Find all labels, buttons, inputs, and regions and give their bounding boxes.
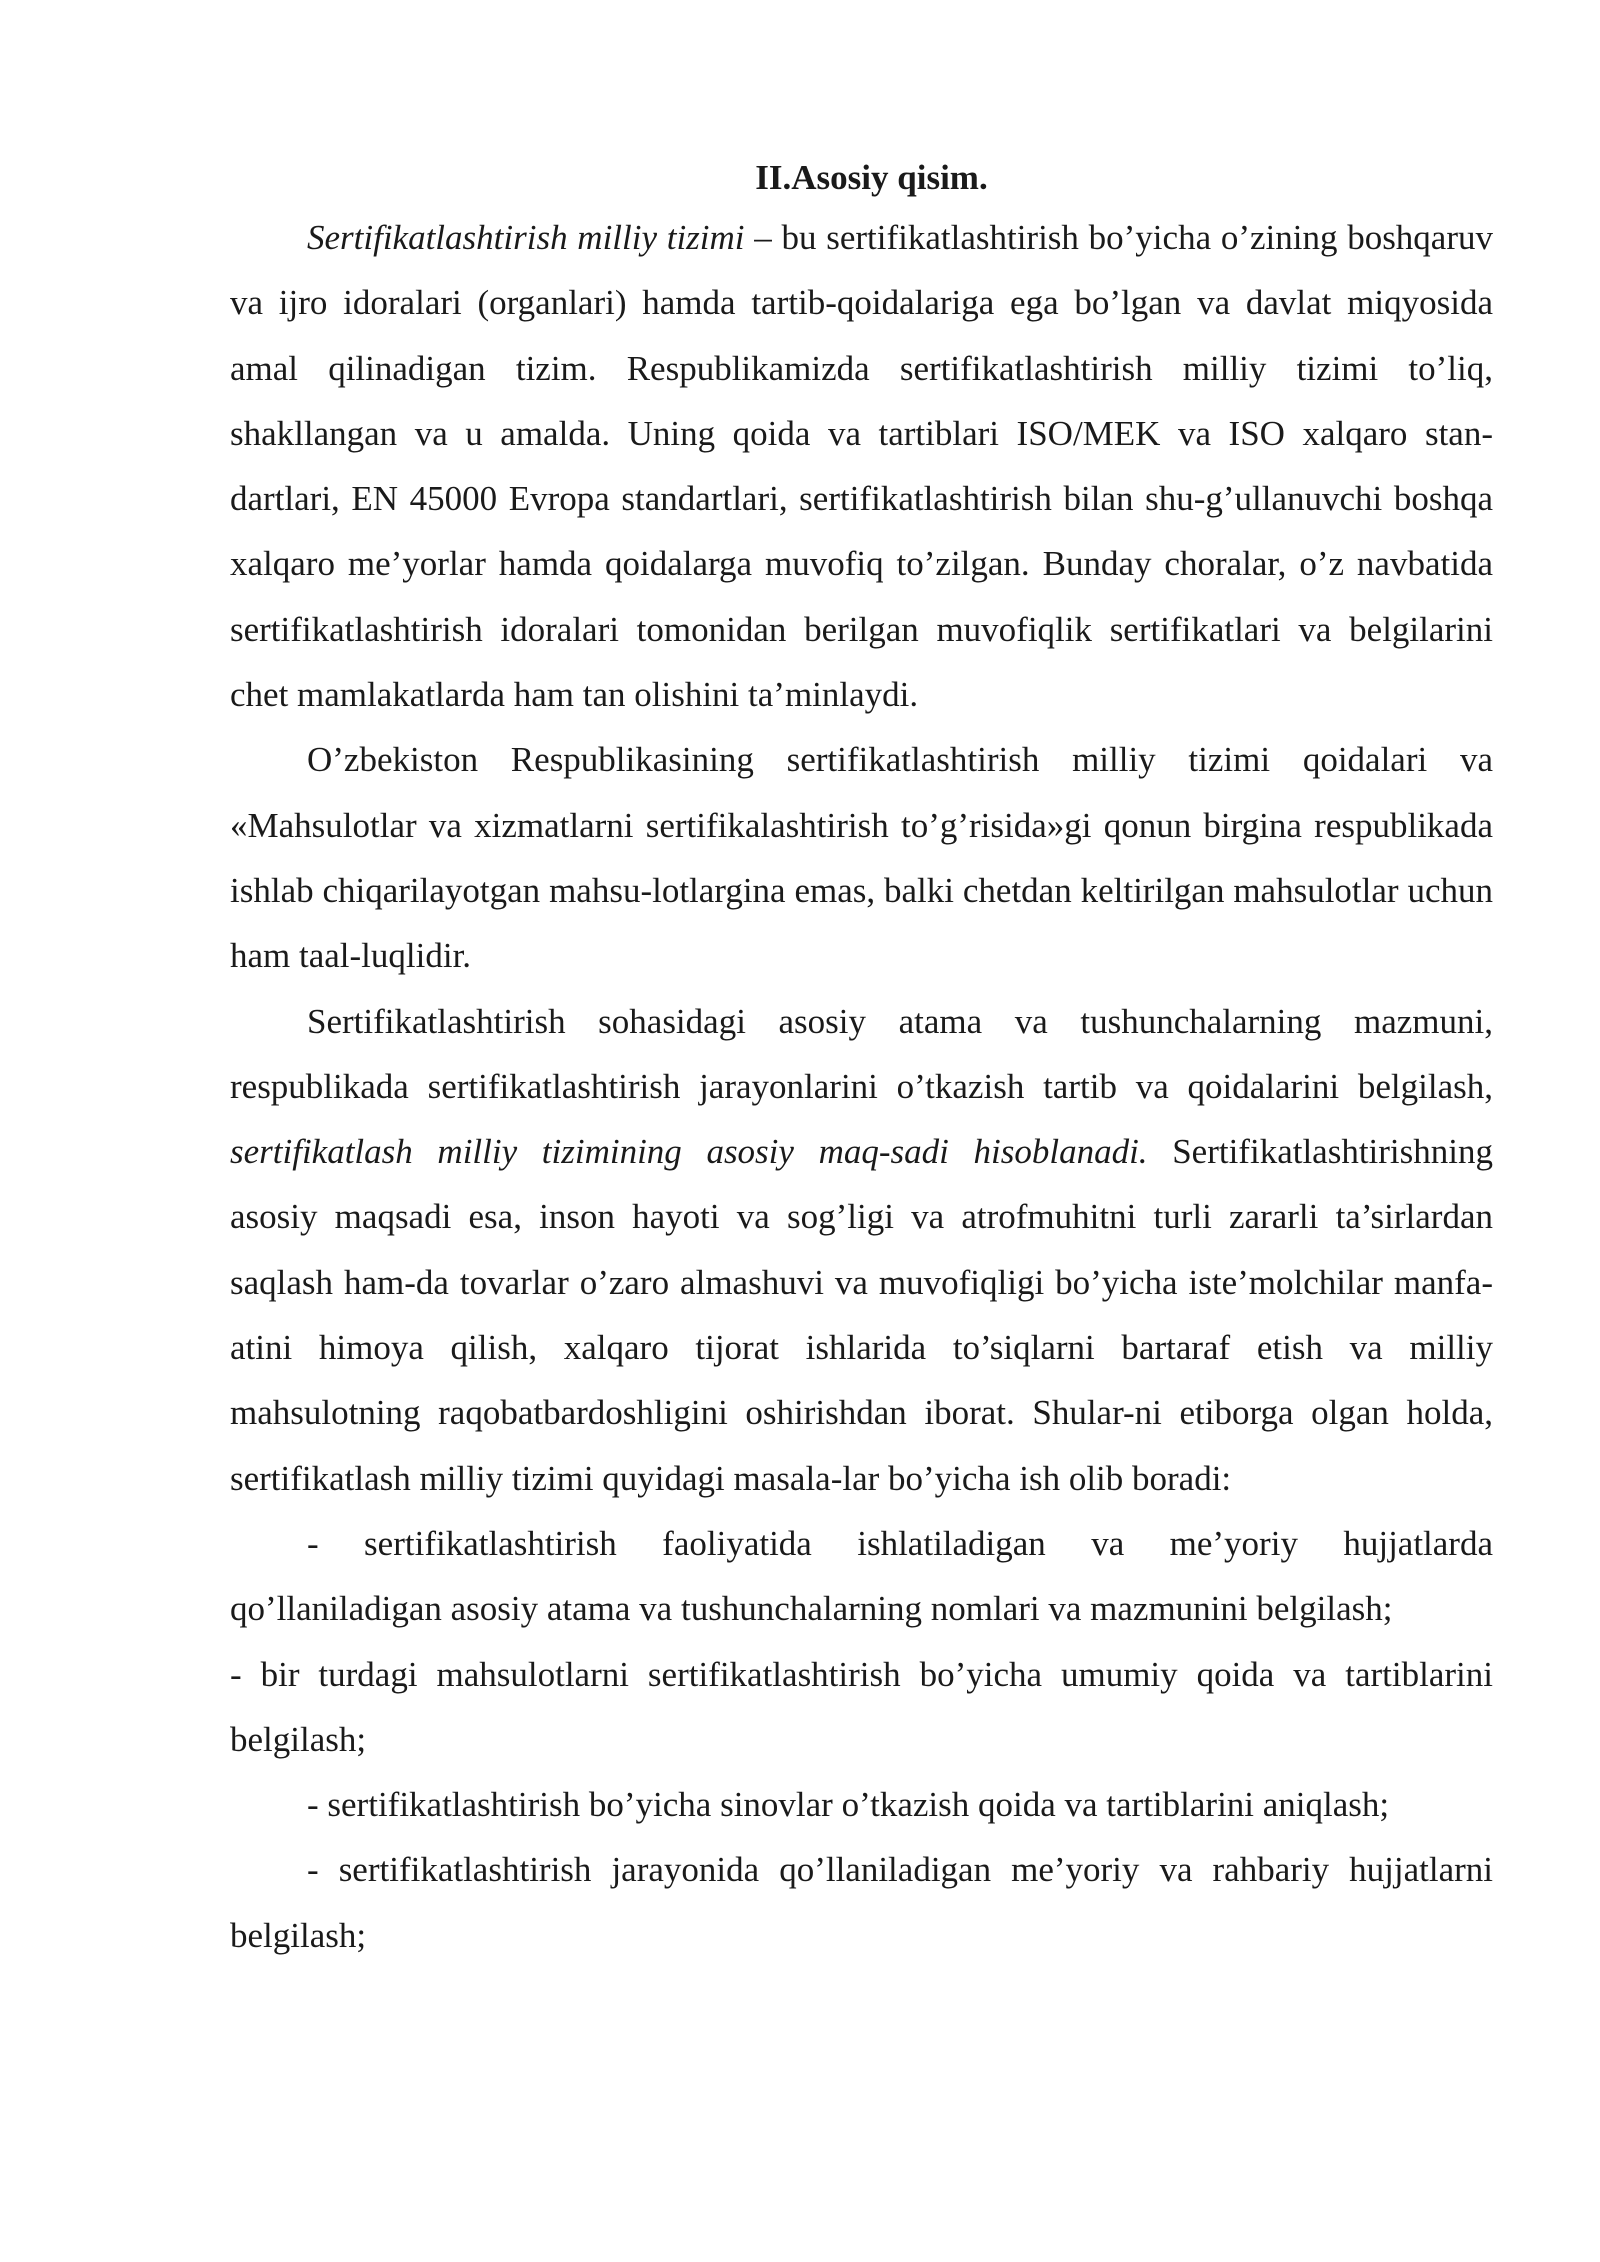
list-item: - sertifikatlashtirish faoliyatida ishlatiladigan va me’yoriy hujjatlarda qo’llaniladigan asosiy atama va tushunchalarning nomlari va mazmunini belgilash; [230,1523,1493,1629]
paragraph-law: O’zbekiston Respublikasining sertifikatlashtirish milliy tizimi qoidalari va «Mahsulotlar va xizmatlarni sertifikalashtirish to’g’risida»gi qonun birgina respublikada ishlab chiqarilayotgan mahsu-lotlargina emas, balki chetdan keltirilgan mahsulotlar uchun ham taal-luqlidir. [230,740,1493,976]
document-page [230,150,1493,1968]
list-item: - sertifikatlashtirish jarayonida qo’llaniladigan me’yoriy va rahbariy hujjatlarni belgilash; [230,1850,1493,1955]
paragraph-purpose [230,989,1493,1511]
italic-phrase: sertifikatlash milliy tizimining asosiy maq-sadi hisoblanadi. [230,1132,1148,1172]
italic-term: Sertifikatlashtirish milliy tizimi [307,218,745,257]
paragraph-text: – bu sertifikatlashtirish bo’yicha o’zining boshqaruv va ijro idoralari (organlari) hamda tartib-qoidalariga ega bo’lgan va davlat miqyosida amal qilinadigan tizim. Respublikamizda sertifikatlashtirish milliy tizimi to’liq, shakllangan va u amalda. Uning qoida va tartiblari ISO/MEK va ISO xalqaro stan-dartlari, EN 45000 Evropa standartlari, sertifikatlashtirish bilan shu-g’ullanuvchi boshqa xalqaro me’yorlar hamda qoidalarga muvofiq to’zilgan. Bunday choralar, o’z navbatida sertifikatlashtirish idoralari tomonidan berilgan muvofiqlik sertifikatlari va belgilarini chet mamlakatlarda ham tan olishini ta’minlaydi. [230,218,1494,715]
list-item: - bir turdagi mahsulotlarni sertifikatlashtirish bo’yicha umumiy qoida va tartiblarini belgilash; [230,1654,1493,1759]
paragraph-text: Sertifikatlashtirishning asosiy maqsadi esa, inson hayoti va sog’ligi va atrofmuhitni turli zararli ta’sirlardan saqlash ham-da tovarlar o’zaro almashuvi va muvofiqligi bo’yicha iste’molchilar manfa-atini himoya qilish, xalqaro tijorat ishlarida to’siqlarni bartaraf etish va milliy mahsulotning raqobatbardoshligini oshirishdan iborat. Shular-ni etiborga olgan holda, sertifikatlash milliy tizimi quyidagi masala-lar bo’yicha ish olib boradi: [230,1132,1494,1498]
section-title: II.Asosiy qisim. [755,158,988,197]
list-item: - sertifikatlashtirish bo’yicha sinovlar o’tkazish qoida va tartiblarini aniqlash; [307,1785,1390,1825]
paragraph-definition [230,205,1493,727]
paragraph-text: Sertifikatlashtirish sohasidagi asosiy atama va tushunchalarning mazmuni, respublikada sertifikatlashtirish jarayonlarini o’tkazish tartib va qoidalarini belgilash, [230,1001,1493,1106]
